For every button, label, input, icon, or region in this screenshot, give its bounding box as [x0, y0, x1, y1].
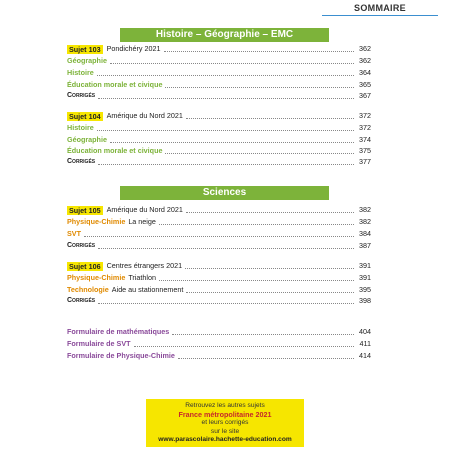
subject-tag: Sujet 105: [69, 205, 101, 215]
toc-row[interactable]: [67, 217, 371, 227]
page-number: 377: [359, 157, 371, 166]
toc-row[interactable]: [67, 229, 371, 239]
entry-label: Histoire: [67, 123, 94, 132]
toc-row[interactable]: [67, 285, 371, 295]
subject-tag: Sujet 106: [69, 261, 101, 271]
dot-leader: [186, 212, 354, 213]
dot-leader: [165, 153, 354, 154]
page-number: 391: [359, 261, 371, 270]
toc-row[interactable]: [67, 146, 371, 156]
page-number: 411: [359, 339, 371, 348]
entry-label: Corrigés: [67, 92, 96, 99]
entry-subtitle: La neige: [128, 217, 156, 226]
page-number: 362: [359, 56, 371, 65]
page-number: 395: [359, 285, 371, 294]
page-number: 414: [359, 351, 371, 360]
dot-leader: [165, 87, 354, 88]
page-number: 372: [359, 123, 371, 132]
subject-tag: Sujet 103: [69, 44, 101, 54]
toc-row[interactable]: [67, 80, 371, 90]
entry-label: Éducation morale et civique: [67, 80, 163, 89]
toc-row[interactable]: [67, 56, 371, 66]
toc-row-sujet-105[interactable]: [67, 205, 371, 215]
dot-leader: [98, 164, 354, 165]
dot-leader: [159, 224, 354, 225]
toc-row[interactable]: [67, 135, 371, 145]
dot-leader: [159, 280, 354, 281]
dot-leader: [98, 303, 354, 304]
subject-title: Centres étrangers 2021: [106, 261, 183, 270]
dot-leader: [98, 98, 354, 99]
entry-label: Corrigés: [67, 297, 96, 304]
entry-label: Physique-Chimie: [67, 217, 126, 226]
info-line: Retrouvez les autres sujets: [185, 402, 265, 409]
entry-label: Géographie: [67, 56, 107, 65]
page-number: 365: [359, 80, 371, 89]
entry-label: Corrigés: [67, 158, 96, 165]
toc-row[interactable]: [67, 68, 371, 78]
entry-label: SVT: [67, 229, 81, 238]
page-number: 404: [359, 327, 371, 336]
dot-leader: [172, 334, 354, 335]
subject-tag: Sujet 104: [69, 111, 101, 121]
info-highlight: France métropolitaine 2021: [178, 409, 272, 419]
page-header-title: SOMMAIRE: [354, 3, 406, 13]
info-box: [146, 399, 304, 447]
page-number: 364: [359, 68, 371, 77]
dot-leader: [186, 118, 354, 119]
info-line: et leurs corrigés: [201, 419, 249, 427]
toc-row[interactable]: [67, 157, 371, 167]
dot-leader: [97, 130, 354, 131]
toc-row[interactable]: [67, 91, 371, 101]
toc-row-sujet-103[interactable]: [67, 44, 371, 54]
entry-label: Formulaire de mathématiques: [67, 327, 170, 336]
dot-leader: [186, 292, 354, 293]
subject-title: Amérique du Nord 2021: [106, 205, 183, 214]
dot-leader: [97, 75, 354, 76]
header-rule: [322, 15, 438, 16]
dot-leader: [98, 248, 354, 249]
dot-leader: [84, 236, 354, 237]
subject-title: Amérique du Nord 2021: [106, 111, 183, 120]
entry-label: Formulaire de Physique-Chimie: [67, 351, 175, 360]
section-heading-sciences: Sciences: [120, 186, 329, 200]
page-number: 382: [359, 217, 371, 226]
dot-leader: [134, 346, 354, 347]
page-number: 382: [359, 205, 371, 214]
dot-leader: [110, 63, 354, 64]
page-number: 362: [359, 44, 371, 53]
page-number: 384: [359, 229, 371, 238]
entry-label: Technologie: [67, 285, 109, 294]
page-number: 367: [359, 91, 371, 100]
entry-subtitle: Aide au stationnement: [111, 285, 184, 294]
subject-title: Pondichéry 2021: [106, 44, 161, 53]
entry-label: Corrigés: [67, 242, 96, 249]
page-number: 398: [359, 296, 371, 305]
entry-label: Éducation morale et civique: [67, 146, 163, 155]
page-number: 372: [359, 111, 371, 120]
page-number: 391: [359, 273, 371, 282]
dot-leader: [178, 358, 354, 359]
page-number: 374: [359, 135, 371, 144]
toc-row-sujet-106[interactable]: [67, 261, 371, 271]
dot-leader: [164, 51, 354, 52]
toc-row-formulaire-maths[interactable]: [67, 327, 371, 337]
toc-row-formulaire-physique[interactable]: [67, 351, 371, 361]
website-link[interactable]: www.parascolaire.hachette-education.com: [158, 436, 292, 444]
entry-label: Géographie: [67, 135, 107, 144]
entry-subtitle: Triathlon: [128, 273, 157, 282]
toc-row[interactable]: [67, 273, 371, 283]
entry-label: Histoire: [67, 68, 94, 77]
info-line: sur le site: [210, 427, 240, 435]
page-number: 387: [359, 241, 371, 250]
toc-row[interactable]: [67, 296, 371, 306]
toc-row-sujet-104[interactable]: [67, 111, 371, 121]
entry-label: Physique-Chimie: [67, 273, 126, 282]
toc-row-formulaire-svt[interactable]: [67, 339, 371, 349]
toc-row[interactable]: [67, 123, 371, 133]
section-heading-histoire: Histoire – Géographie – EMC: [120, 28, 329, 42]
entry-label: Formulaire de SVT: [67, 339, 131, 348]
dot-leader: [110, 142, 354, 143]
dot-leader: [185, 268, 354, 269]
toc-row[interactable]: [67, 241, 371, 251]
page-number: 375: [359, 146, 371, 155]
